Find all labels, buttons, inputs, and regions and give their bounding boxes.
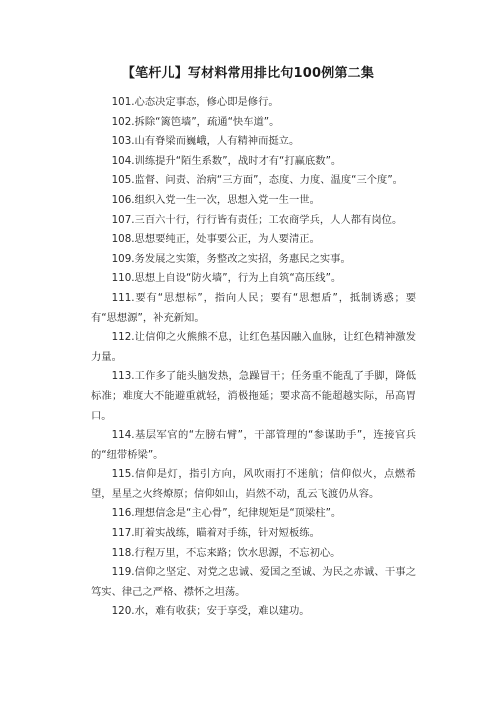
list-item: 108.思想要纯正，处事要公正，为人要清正。 (111, 233, 320, 246)
list-item: 118.行程万里，不忘来路；饮水思源，不忘初心。 (111, 546, 341, 559)
list-item: 101.心态决定事态，修心即是修行。 (111, 96, 279, 108)
list-item: 103.山有脊梁而巍峨，人有精神而挺立。 (111, 135, 300, 148)
list-item: 104.训练提升“陌生系数”，战时才有“打赢底数”。 (111, 154, 342, 167)
list-item: 111.要有“思想标”，指向人民；要有“思想盾”，抵制诱惑；要有“思想源”，补充新知。 (91, 291, 416, 324)
list-item: 120.水，难有收获；安于享受，难以建功。 (111, 605, 310, 618)
list-item: 102.拆除“篱笆墙”，疏通“快车道”。 (111, 115, 280, 128)
list-item: 112.让信仰之火熊熊不息，让红色基因融入血脉，让红色精神激发力量。 (91, 331, 416, 363)
list-item: 115.信仰是灯，指引方向，风吹雨打不迷航；信仰似火，点燃希望，星星之火终燎原；信仰如山，岿然不动，乱云飞渡仍从容。 (91, 468, 416, 500)
list-item: 105.监督、问责、治病“三方面”，态度、力度、温度“三个度”。 (111, 174, 403, 187)
list-item: 117.盯着实战练，瞄着对手练，针对短板练。 (111, 527, 320, 540)
item-list (91, 93, 416, 622)
list-item: 109.务发展之实策，务整改之实招，务惠民之实事。 (111, 252, 351, 265)
document-title: 【笔杆儿】写材料常用排比句100例第二集 (121, 66, 375, 81)
list-item: 119.信仰之坚定、对党之忠诚、爱国之至诚、为民之赤诚、干事之笃实、律己之严格、襟怀之坦荡。 (91, 566, 416, 598)
list-item: 107.三百六十行，行行皆有责任；工农商学兵，人人都有岗位。 (111, 213, 403, 226)
list-item: 116.理想信念是“主心骨”，纪律规矩是“顶梁柱”。 (111, 507, 342, 520)
list-item: 106.组织入党一生一次，思想入党一生一世。 (111, 193, 320, 206)
list-item: 113.工作多了能头脑发热，急躁冒干；任务重不能乱了手脚，降低标准；难度大不能避重就轻，消极拖延；要求高不能超越实际，吊高胃口。 (91, 370, 416, 422)
list-item: 110.思想上自设“防火墙”，行为上自筑“高压线”。 (111, 272, 342, 285)
list-item: 114.基层军官的“左膀右臂”，干部管理的“参谋助手”，连接官兵的“纽带桥梁”。 (91, 429, 416, 461)
